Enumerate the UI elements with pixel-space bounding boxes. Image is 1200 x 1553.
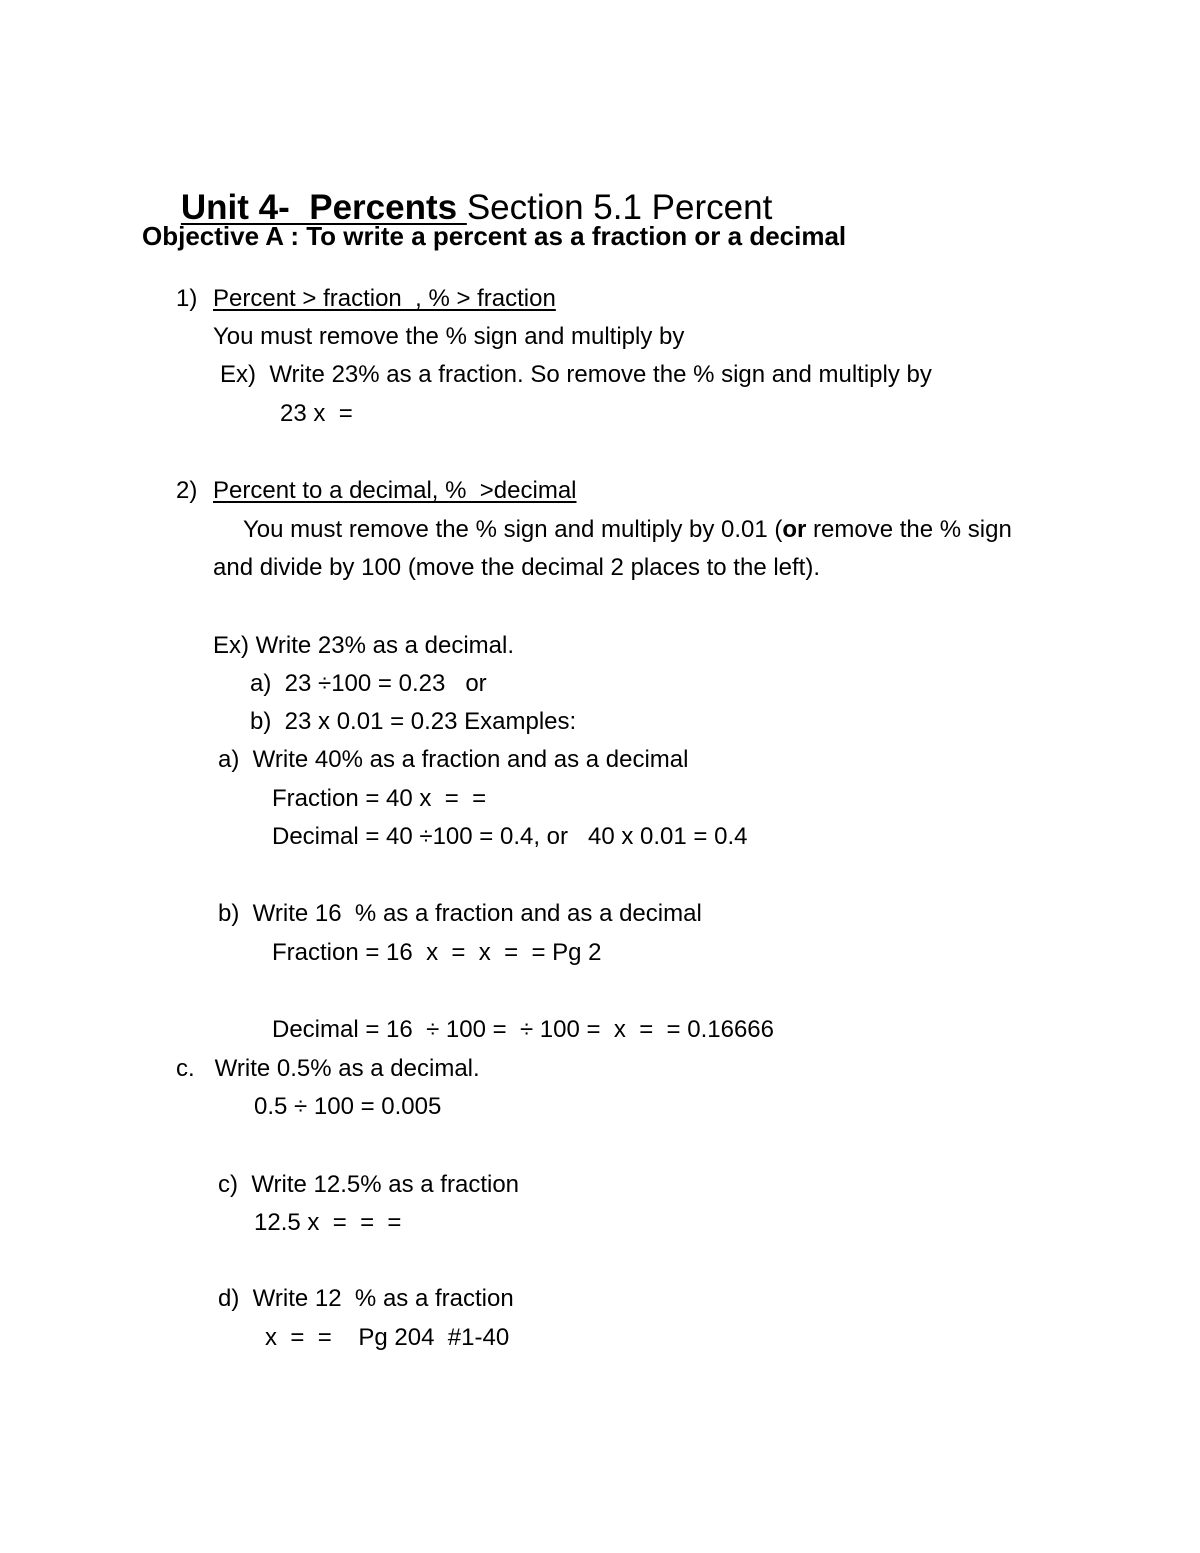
item2-way-a: a) 23 ÷100 = 0.23 or bbox=[250, 670, 487, 697]
item1-rule: You must remove the % sign and multiply by bbox=[213, 323, 685, 350]
example-a-fraction: Fraction = 40 x = = bbox=[272, 785, 487, 812]
item2-example: Ex) Write 23% as a decimal. bbox=[213, 632, 514, 659]
item2-way-b: b) 23 x 0.01 = 0.23 Examples: bbox=[250, 708, 577, 735]
item1-example: Ex) Write 23% as a fraction. So remove the % sign and multiply by bbox=[220, 361, 932, 388]
example-c2-work: 12.5 x = = = bbox=[254, 1209, 402, 1236]
example-a-decimal: Decimal = 40 ÷100 = 0.4, or 40 x 0.01 = 0.4 bbox=[272, 823, 748, 850]
item2-rule-part-a: You must remove the % sign and multiply by 0.01 ( bbox=[243, 516, 783, 543]
item2-rule-part-b: remove the % sign bbox=[806, 516, 1012, 543]
item2-rule bbox=[243, 515, 1012, 545]
example-c2-title: c) Write 12.5% as a fraction bbox=[218, 1171, 520, 1198]
example-c1-title: c. Write 0.5% as a decimal. bbox=[176, 1055, 480, 1082]
objective-heading: Objective A : To write a percent as a fraction or a decimal bbox=[142, 221, 847, 251]
example-c1-work: 0.5 ÷ 100 = 0.005 bbox=[254, 1093, 442, 1120]
item2-heading: Percent to a decimal, % >decimal bbox=[213, 477, 577, 504]
item2-rule-line2: and divide by 100 (move the decimal 2 places to the left). bbox=[213, 554, 821, 581]
item2-number: 2) bbox=[176, 477, 198, 504]
unit-title: Unit 4- Percents bbox=[180, 188, 467, 227]
example-b-decimal: Decimal = 16 ÷ 100 = ÷ 100 = x = = 0.16666 bbox=[272, 1016, 774, 1043]
item1-heading: Percent > fraction , % > fraction bbox=[213, 285, 556, 312]
example-d-title: d) Write 12 % as a fraction bbox=[218, 1285, 514, 1312]
example-b-title: b) Write 16 % as a fraction and as a decimal bbox=[218, 900, 702, 927]
example-b-fraction: Fraction = 16 x = x = = Pg 2 bbox=[272, 939, 602, 966]
item1-work: 23 x = bbox=[280, 400, 353, 427]
example-a-title: a) Write 40% as a fraction and as a decimal bbox=[218, 746, 689, 773]
item1-number: 1) bbox=[176, 285, 198, 312]
example-d-work: x = = Pg 204 #1-40 bbox=[265, 1324, 510, 1351]
item2-rule-or: or bbox=[782, 516, 807, 543]
section-title: Section 5.1 Percent bbox=[466, 188, 773, 227]
